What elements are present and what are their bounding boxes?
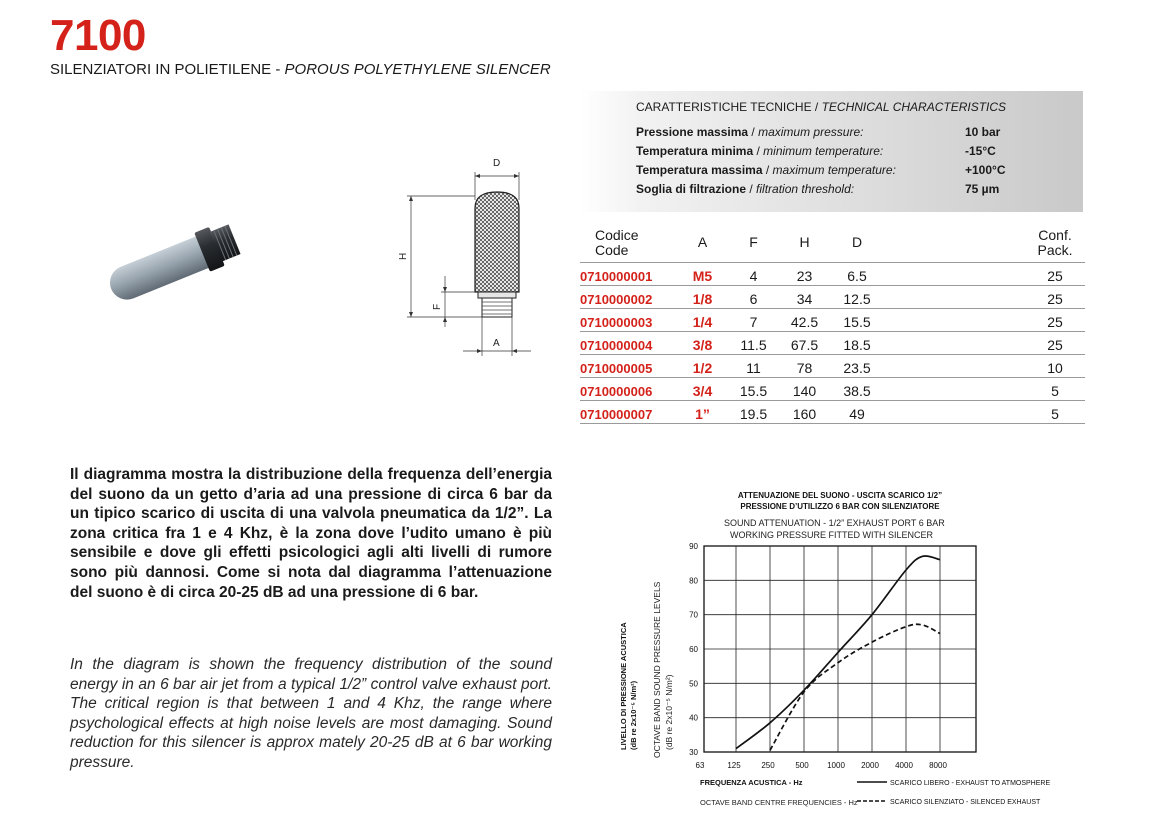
cell-f: 19.5 [730, 400, 777, 423]
cell-f: 4 [730, 262, 777, 285]
subtitle-it: SILENZIATORI IN POLIETILENE [50, 61, 272, 78]
x-tick-label: 125 [727, 761, 741, 770]
tech-value: +100°C [965, 163, 1006, 177]
cell-pack: 25 [1025, 285, 1085, 308]
cell-pack: 5 [1025, 400, 1085, 423]
cell-pack: 10 [1025, 354, 1085, 377]
cell-h: 42.5 [777, 308, 832, 331]
cell-spacer [882, 377, 1025, 400]
model-number: 7100 [50, 11, 146, 60]
cell-code: 0710000001 [580, 262, 675, 285]
cell-code: 0710000006 [580, 377, 675, 400]
cell-code: 0710000005 [580, 354, 675, 377]
cell-d: 6.5 [832, 262, 882, 285]
chart-y-ticks [689, 542, 698, 757]
cell-a: 3/8 [675, 331, 730, 354]
header-code [580, 224, 675, 262]
cell-code: 0710000004 [580, 331, 675, 354]
y-tick-label: 90 [689, 542, 698, 551]
cell-h: 23 [777, 262, 832, 285]
tech-title-separator: / [811, 100, 822, 114]
tech-row-max-temperature: Temperatura massima / maximum temperature: +100°C [636, 163, 1006, 177]
cell-f: 11 [730, 354, 777, 377]
cell-spacer [882, 354, 1025, 377]
header-d: D [832, 224, 882, 262]
cell-a: 1/8 [675, 285, 730, 308]
cell-h: 78 [777, 354, 832, 377]
x-tick-label: 4000 [895, 761, 913, 770]
legend-dashed-label: SCARICO SILENZIATO - SILENCED EXHAUST [890, 799, 1041, 806]
product-table [580, 224, 1085, 424]
x-tick-label: 1000 [827, 761, 845, 770]
chart-subtitle-1: SOUND ATTENUATION - 1/2” EXHAUST PORT 6 BAR [724, 518, 945, 528]
chart-subtitle-2: WORKING PRESSURE FITTED WITH SILENCER [730, 530, 934, 540]
cell-h: 140 [777, 377, 832, 400]
tech-row-max-pressure: Pressione massima / maximum pressure: 10 bar [636, 125, 1001, 139]
tech-label-en: minimum temperature: [763, 144, 884, 158]
tech-value: 75 µm [965, 182, 1000, 196]
y-tick-label: 60 [689, 645, 698, 654]
cell-spacer [882, 308, 1025, 331]
tech-label-it: Soglia di filtrazione [636, 182, 747, 196]
header-code-en: Code [595, 241, 629, 258]
chart-title-2: PRESSIONE D’UTILIZZO 6 BAR CON SILENZIATORE [740, 502, 940, 511]
tech-label-en: maximum temperature: [772, 163, 896, 177]
cell-f: 11.5 [730, 331, 777, 354]
x-tick-label: 250 [761, 761, 775, 770]
tech-value: 10 bar [965, 125, 1001, 139]
description-en: In the diagram is shown the frequency distribution of the sound energy in an 6 bar air jet from a typical 1/2” control valve exhaust port. The critical region is that between 1 and 4 Khz, the range where psychological effects at high noise levels are most damaging. Sound reduction for this silencer is approx mately 20-25 dB at 6 bar working pressure. [70, 656, 552, 771]
cell-d: 38.5 [832, 377, 882, 400]
subtitle-separator: - [271, 61, 285, 78]
tech-label-en: maximum pressure: [758, 125, 864, 139]
y-tick-label: 70 [689, 610, 698, 620]
product-photo [100, 208, 250, 313]
cell-spacer [882, 331, 1025, 354]
x-tick-label: 8000 [929, 761, 947, 770]
header-pack-en: Pack. [1037, 241, 1073, 258]
table-row [580, 354, 1085, 377]
cell-f: 15.5 [730, 377, 777, 400]
cell-d: 49 [832, 400, 882, 423]
table-row [580, 400, 1085, 423]
cell-pack: 25 [1025, 262, 1085, 285]
cell-spacer [882, 285, 1025, 308]
chart-xlabel-en: OCTAVE BAND CENTRE FREQUENCIES - Hz [700, 798, 858, 807]
chart-ylabel-it-2: (dB re 2x10⁻⁵ N/m²) [629, 680, 638, 750]
tech-value: -15°C [965, 144, 996, 158]
dim-label-d: D [493, 158, 501, 169]
cell-h: 34 [777, 285, 832, 308]
cell-a: M5 [675, 262, 730, 285]
cell-f: 6 [730, 285, 777, 308]
dim-label-a: A [493, 338, 500, 349]
dim-label-h: H [398, 252, 409, 260]
table-row [580, 308, 1085, 331]
chart-ylabel-it-1: LIVELLO DI PRESSIONE ACUSTICA [619, 622, 628, 750]
tech-label-it: Temperatura minima [636, 144, 754, 158]
dim-label-f: F [432, 303, 443, 310]
sound-attenuation-chart [600, 488, 1060, 818]
tech-label-it: Pressione massima [636, 125, 749, 139]
cell-d: 18.5 [832, 331, 882, 354]
cell-pack: 5 [1025, 377, 1085, 400]
cell-a: 3/4 [675, 377, 730, 400]
table-header-row [580, 224, 1085, 262]
subtitle-en: POROUS POLYETHYLENE SILENCER [284, 61, 551, 78]
cell-h: 67.5 [777, 331, 832, 354]
cell-pack: 25 [1025, 331, 1085, 354]
table-row [580, 262, 1085, 285]
header-f: F [730, 224, 777, 262]
tech-label-it: Temperatura massima [636, 163, 763, 177]
cell-code: 0710000002 [580, 285, 675, 308]
cell-spacer [882, 400, 1025, 423]
cell-h: 160 [777, 400, 832, 423]
chart-x-ticks [696, 761, 948, 770]
tech-row-filtration: Soglia di filtrazione / filtration threshold: 75 µm [636, 182, 1000, 196]
description-it: Il diagramma mostra la distribuzione della frequenza dell’energia del suono da un getto d’aria ad una pressione di circa 6 bar da un tipico scarico di uscita di una valvola pneumatica da 1/2”. La zona critica fra 1 e 4 Khz, è la zona dove l’udito umano è più sensibile e dove gli effetti psicologici agli alti livelli di rumore sono più dannosi. Come si nota dal diagramma l’attenuazione del suono è di circa 20-25 dB ad una pressione di 6 bar. [70, 466, 552, 601]
table-row [580, 285, 1085, 308]
y-tick-label: 80 [689, 576, 698, 586]
header-pack [1025, 224, 1085, 262]
cell-d: 15.5 [832, 308, 882, 331]
y-tick-label: 50 [689, 679, 698, 689]
x-tick-label: 2000 [861, 761, 879, 770]
table-row [580, 331, 1085, 354]
cell-f: 7 [730, 308, 777, 331]
technical-drawing [393, 152, 533, 362]
legend-solid-label: SCARICO LIBERO - EXHAUST TO ATMOSPHERE [890, 780, 1051, 787]
tech-label-en: filtration threshold: [756, 182, 855, 196]
chart-ylabel-en-2: (dB re 2x10⁻⁵ N/m²) [664, 674, 674, 750]
cell-spacer [882, 262, 1025, 285]
header-h: H [777, 224, 832, 262]
cell-code: 0710000007 [580, 400, 675, 423]
tech-row-min-temperature: Temperatura minima / minimum temperature: -15°C [636, 144, 996, 158]
table-row [580, 377, 1085, 400]
y-tick-label: 40 [689, 713, 698, 723]
cell-d: 23.5 [832, 354, 882, 377]
chart-ylabel-en-1: OCTAVE BAND SOUND PRESSURE LEVELS [652, 581, 662, 758]
technical-characteristics [580, 91, 1083, 212]
tech-title-en: TECHNICAL CHARACTERISTICS [821, 100, 1007, 114]
x-tick-label: 63 [695, 761, 705, 770]
cell-pack: 25 [1025, 308, 1085, 331]
header-spacer [882, 224, 1025, 262]
cell-a: 1/2 [675, 354, 730, 377]
cell-a: 1/4 [675, 308, 730, 331]
header-a: A [675, 224, 730, 262]
chart-title-1: ATTENUAZIONE DEL SUONO - USCITA SCARICO 1/2” [737, 491, 943, 500]
tech-title-it: CARATTERISTICHE TECNICHE [636, 100, 812, 114]
header-pack-it: Conf. [1038, 226, 1072, 243]
x-tick-label: 500 [795, 761, 809, 770]
y-tick-label: 30 [689, 748, 698, 757]
cell-d: 12.5 [832, 285, 882, 308]
cell-a: 1” [675, 400, 730, 423]
header-code-it: Codice [595, 226, 639, 243]
tech-title [636, 100, 1006, 114]
chart-xlabel-it: FREQUENZA ACUSTICA - Hz [700, 778, 803, 787]
cell-code: 0710000003 [580, 308, 675, 331]
page-subtitle [50, 61, 551, 79]
